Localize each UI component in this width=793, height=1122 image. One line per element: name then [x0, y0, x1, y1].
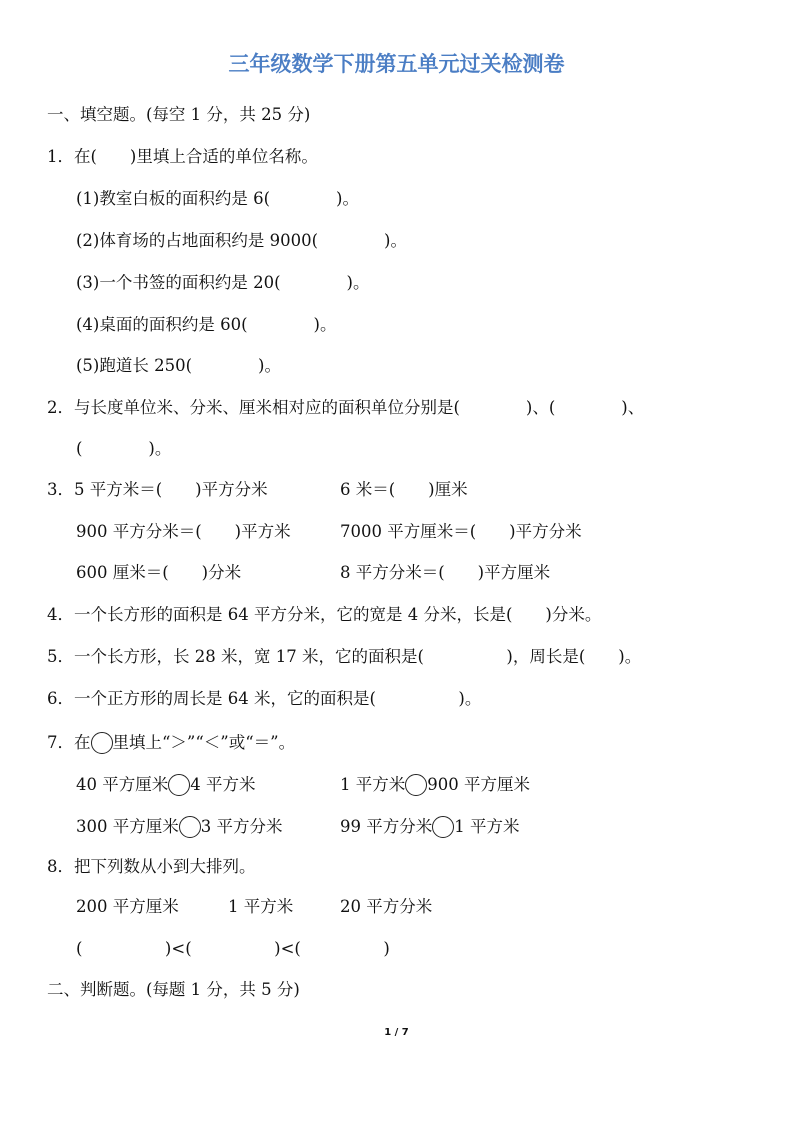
q7-stem-before: 7．在	[47, 733, 91, 752]
q1-item-3: (3)一个书签的面积约是 20( )。	[76, 273, 370, 292]
q5: 5．一个长方形，长 28 米，宽 17 米，它的面积是( )，周长是( )。	[47, 647, 642, 666]
q2-line1: 2．与长度单位米、分米、厘米相对应的面积单位分别是( )、( )、	[47, 398, 645, 417]
page-title: 三年级数学下册第五单元过关检测卷	[228, 52, 565, 76]
q7-pair-1	[76, 774, 256, 796]
q3-row3-right: 8 平方分米＝( )平方厘米	[340, 563, 551, 582]
q8-order: ( )<( )<( )	[76, 939, 390, 958]
q1-item-5: (5)跑道长 250( )。	[76, 356, 281, 375]
q2-line2: ( )。	[76, 439, 172, 458]
q3-row1-right: 6 米＝( )厘米	[340, 480, 468, 499]
compare-circle-icon	[405, 774, 427, 796]
q7-pair-2	[340, 774, 530, 796]
q3-row3-left: 600 厘米＝( )分米	[76, 563, 242, 582]
compare-circle-icon	[168, 774, 190, 796]
q3-row2-left: 900 平方分米＝( )平方米	[76, 522, 291, 541]
q7-pair-4-left: 99 平方分米	[340, 817, 433, 836]
compare-circle-icon	[91, 732, 113, 754]
q7-pair-3-right: 3 平方分米	[200, 817, 283, 836]
q1-stem: 1．在( )里填上合适的单位名称。	[47, 147, 318, 166]
q4: 4．一个长方形的面积是 64 平方分米，它的宽是 4 分米，长是( )分米。	[47, 605, 602, 624]
q1-item-4: (4)桌面的面积约是 60( )。	[76, 315, 337, 334]
q7-pair-1-right: 4 平方米	[190, 775, 256, 794]
q7-pair-1-left: 40 平方厘米	[76, 775, 169, 794]
q7-pair-4	[340, 816, 520, 838]
q6: 6．一个正方形的周长是 64 米，它的面积是( )。	[47, 689, 482, 708]
q3-row2-right: 7000 平方厘米＝( )平方分米	[340, 522, 582, 541]
q7-stem-after: 里填上“＞”“＜”或“＝”。	[112, 733, 296, 752]
q1-item-1: (1)教室白板的面积约是 6( )。	[76, 189, 359, 208]
q8-value-3: 20 平方分米	[340, 897, 433, 916]
q1-item-2: (2)体育场的占地面积约是 9000( )。	[76, 231, 407, 250]
q7-pair-4-right: 1 平方米	[454, 817, 520, 836]
q7-stem	[47, 732, 295, 754]
q8-value-1: 200 平方厘米	[76, 897, 179, 916]
q8-value-2: 1 平方米	[228, 897, 294, 916]
compare-circle-icon	[179, 816, 201, 838]
section1-heading: 一、填空题。(每空 1 分，共 25 分)	[47, 105, 311, 124]
compare-circle-icon	[432, 816, 454, 838]
q3-row1-left: 3．5 平方米＝( )平方分米	[47, 480, 268, 499]
q8-stem: 8．把下列数从小到大排列。	[47, 857, 256, 876]
q7-pair-2-left: 1 平方米	[340, 775, 406, 794]
section2-heading: 二、判断题。(每题 1 分，共 5 分)	[47, 980, 300, 999]
page-number: 1 / 7	[384, 1027, 409, 1038]
q7-pair-3	[76, 816, 283, 838]
q7-pair-2-right: 900 平方厘米	[427, 775, 530, 794]
q7-pair-3-left: 300 平方厘米	[76, 817, 179, 836]
